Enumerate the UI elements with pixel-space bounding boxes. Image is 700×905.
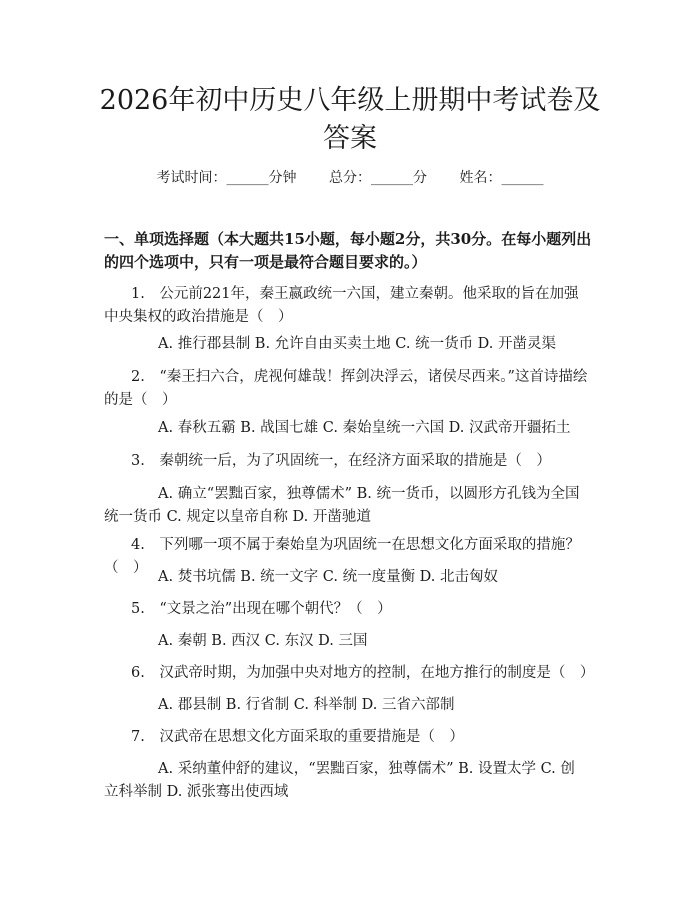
question-1-options: A. 推行郡县制 B. 允许自由买卖土地 C. 统一货币 D. 开凿灵渠	[158, 336, 557, 352]
question-3-stem: 3. 秦朝统一后，为了巩固统一，在经济方面采取的措施是（ ）	[131, 453, 551, 469]
exam-time-field: 考试时间：______分钟	[156, 170, 297, 186]
question-7-options: A. 采纳董仲舒的建议，“罢黜百家，独尊儒术” B. 设置太学 C. 创立科举制 D. 派张骞出使西域	[104, 761, 575, 800]
question-5-options: A. 秦朝 B. 西汉 C. 东汉 D. 三国	[158, 633, 368, 649]
section-heading: 一、单项选择题（本大题共15小题，每小题2分，共30分。在每小题列出的四个选项中，只有一项是最符合题目要求的。）	[104, 230, 592, 271]
question-4-options: A. 焚书坑儒 B. 统一文字 C. 统一度量衡 D. 北击匈奴	[158, 569, 499, 585]
question-2-options: A. 春秋五霸 B. 战国七雄 C. 秦始皇统一六国 D. 汉武帝开疆拓土	[158, 420, 571, 436]
question-6-stem: 6. 汉武帝时期，为加强中央对地方的控制，在地方推行的制度是（ ）	[131, 665, 595, 681]
question-6-options: A. 郡县制 B. 行省制 C. 科举制 D. 三省六部制	[158, 697, 455, 713]
student-name-field: 姓名：______	[459, 170, 544, 186]
page-title: 2026年初中历史八年级上册期中考试卷及答案	[99, 85, 601, 154]
total-score-field: 总分：______分	[329, 170, 427, 186]
question-7-stem: 7. 汉武帝在思想文化方面采取的重要措施是（ ）	[131, 729, 464, 745]
question-3-options: A. 确立“罢黜百家，独尊儒术” B. 统一货币，以圆形方孔钱为全国统一货币 C. 规定以皇帝自称 D. 开凿驰道	[104, 486, 580, 525]
exam-meta	[0, 168, 700, 188]
question-4-stem: 4. 下列哪一项不属于秦始皇为巩固统一在思想文化方面采取的措施？（ ）	[104, 537, 580, 576]
question-2-stem: 2. “秦王扫六合，虎视何雄哉！挥剑决浮云，诸侯尽西来。”这首诗描绘的是（ ）	[104, 369, 588, 408]
question-1-stem: 1. 公元前221年，秦王嬴政统一六国，建立秦朝。他采取的旨在加强中央集权的政治措施是（ ）	[104, 286, 579, 325]
question-5-stem: 5. “文景之治”出现在哪个朝代？（ ）	[131, 601, 392, 617]
